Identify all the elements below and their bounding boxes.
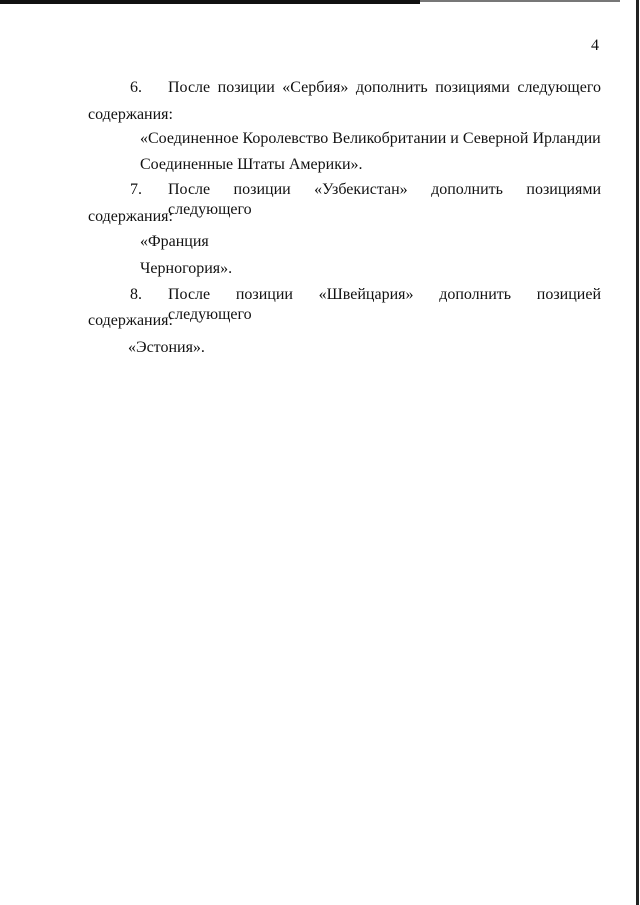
scan-edge-top-faint [420,0,620,2]
item-number: 6. [130,79,142,96]
entry: «Соединенное Королевство Великобритании и Северной Ирландии [140,130,601,147]
item-text: После позиции «Узбекистан» дополнить позициями следующего [168,181,601,218]
entry: «Франция [140,233,209,250]
page-number: 4 [591,37,599,54]
entry: Соединенные Штаты Америки». [140,156,363,173]
item-number: 8. [130,286,142,303]
entry: «Эстония». [128,339,205,356]
entry: Черногория». [140,260,233,277]
item-text: После позиции «Сербия» дополнить позициями следующего [168,79,601,96]
item-continuation: содержания: [88,312,173,329]
scan-edge-right [636,0,639,905]
item-number: 7. [130,181,142,198]
item-continuation: содержания: [88,208,173,225]
item-continuation: содержания: [88,106,173,123]
scan-edge-top [0,0,420,4]
item-text: После позиции «Швейцария» дополнить позицией следующего [168,286,601,323]
